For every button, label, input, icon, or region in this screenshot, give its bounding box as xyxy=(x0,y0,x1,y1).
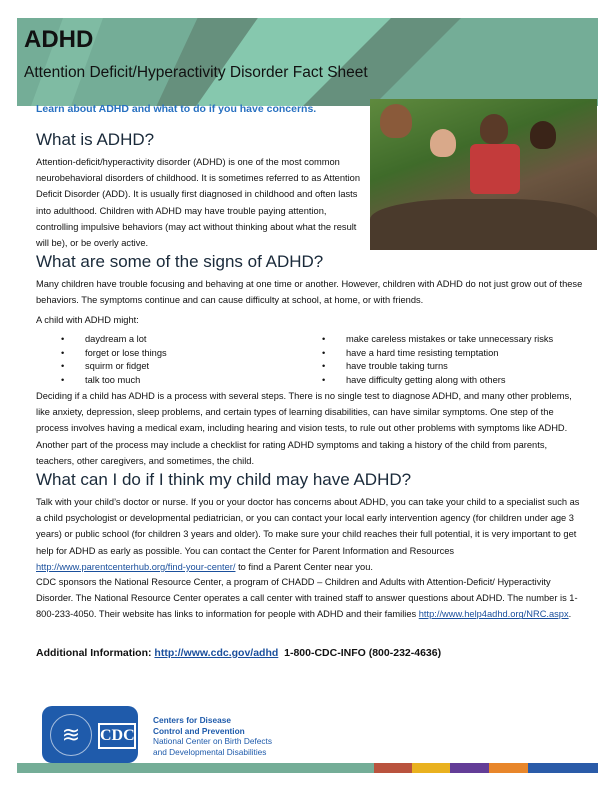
list-item: • have difficulty getting along with others xyxy=(346,374,553,388)
heading-what-can-i-do: What can I do if I think my child may have ADHD? xyxy=(36,470,412,489)
cdc-logo-text: CDC xyxy=(98,723,136,749)
list-item: • have a hard time resisting temptation xyxy=(346,347,553,361)
list-item: • talk too much xyxy=(85,374,167,388)
cdc-adhd-link[interactable]: http://www.cdc.gov/adhd xyxy=(154,647,279,659)
list-item: • forget or lose things xyxy=(85,347,167,361)
document-subtitle: Attention Deficit/Hyperactivity Disorder Fact Sheet xyxy=(24,64,368,81)
child-might-label: A child with ADHD might: xyxy=(36,315,139,325)
additional-information: Additional Information: http://www.cdc.gov/adhd 1-800-CDC-INFO (800-232-4636) xyxy=(36,647,442,659)
hhs-cdc-logo xyxy=(42,706,138,763)
signs-list-left xyxy=(85,333,167,387)
footer-stripe-purple xyxy=(450,763,489,773)
list-item: • make careless mistakes or take unnecessary risks xyxy=(346,333,553,347)
header-banner xyxy=(17,18,598,106)
list-item: • squirm or fidget xyxy=(85,360,167,374)
list-item: • have trouble taking turns xyxy=(346,360,553,374)
intro-text: Learn about ADHD and what to do if you have concerns. xyxy=(36,103,317,115)
heading-what-is-adhd: What is ADHD? xyxy=(36,130,155,149)
footer-stripe-yellow xyxy=(412,763,450,773)
nrc-link[interactable]: http://www.help4adhd.org/NRC.aspx xyxy=(418,609,569,620)
children-gardening-photo xyxy=(370,99,597,250)
organization-name: Centers for Disease Control and Prevention National Center on Birth Defects and Developmental Disabilities xyxy=(153,715,272,757)
footer-stripe-green xyxy=(17,763,374,773)
diagnosis-paragraph: Deciding if a child has ADHD is a process with several steps. There is no single test to diagnose ADHD, and many other problems, like anxiety, depression, sleep problems, and certain types of learning disabilities, can have similar symptoms. One step of the process involves having a medical exam, including hearing and vision tests, to rule out other problems with symptoms like ADHD. Another part of the process may include a checklist for rating ADHD symptoms and taking a history of the child from parents, teachers, other caregivers, and sometimes, the child. xyxy=(36,391,572,466)
what-to-do-paragraph: Talk with your child’s doctor or nurse. If you or your doctor has concerns about ADHD, you can take your child to a specialist such as a child psychologist or developmental pediatrician, or you can contact your local early intervention agency (for children under age 3 years) or public school (for children 3 years and older). To make sure your child reaches their full potential, it is very important to get help for ADHD as early as possible. You can contact the Center for Parent Information and Resources http://www.parentcenterhub.org/find-your-center/ to find a Parent Center near you. xyxy=(36,497,580,572)
cdc-phone: 1-800-CDC-INFO (800-232-4636) xyxy=(284,647,442,659)
what-is-adhd-paragraph: Attention-deficit/hyperactivity disorder (ADHD) is one of the most common neurobehavioral disorders of childhood. It is sometimes referred to as Attention Deficit Disorder (ADD). It is usually first diagnosed in childhood and often lasts into adulthood. Children with ADHD may have trouble paying attention, controlling impulsive behaviors (may act without thinking about what the result will be), or be overly active. xyxy=(36,157,361,249)
hhs-eagle-icon: ≋ xyxy=(50,714,92,756)
footer-stripe-orange xyxy=(489,763,528,773)
document-title: ADHD xyxy=(24,26,94,53)
signs-list-right xyxy=(346,333,553,387)
footer-stripe-red xyxy=(374,763,412,773)
footer-stripe-blue xyxy=(528,763,598,773)
nrc-paragraph: CDC sponsors the National Resource Center, a program of CHADD – Children and Adults with Attention-Deficit/ Hyperactivity Disorder. The National Resource Center operates a call center with trained staff to answer questions about ADHD. The number is 1-800-233-4050. Their website has links to information for people with ADHD and their families http://www.help4adhd.org/NRC.aspx. xyxy=(36,577,578,620)
list-item: • daydream a lot xyxy=(85,333,167,347)
heading-signs-of-adhd: What are some of the signs of ADHD? xyxy=(36,252,324,271)
parent-center-link[interactable]: http://www.parentcenterhub.org/find-your-center/ xyxy=(36,561,236,572)
signs-paragraph: Many children have trouble focusing and behaving at one time or another. However, children with ADHD do not just grow out of these behaviors. The symptoms continue and can cause difficulty at school, at home, or with friends. xyxy=(36,279,583,306)
